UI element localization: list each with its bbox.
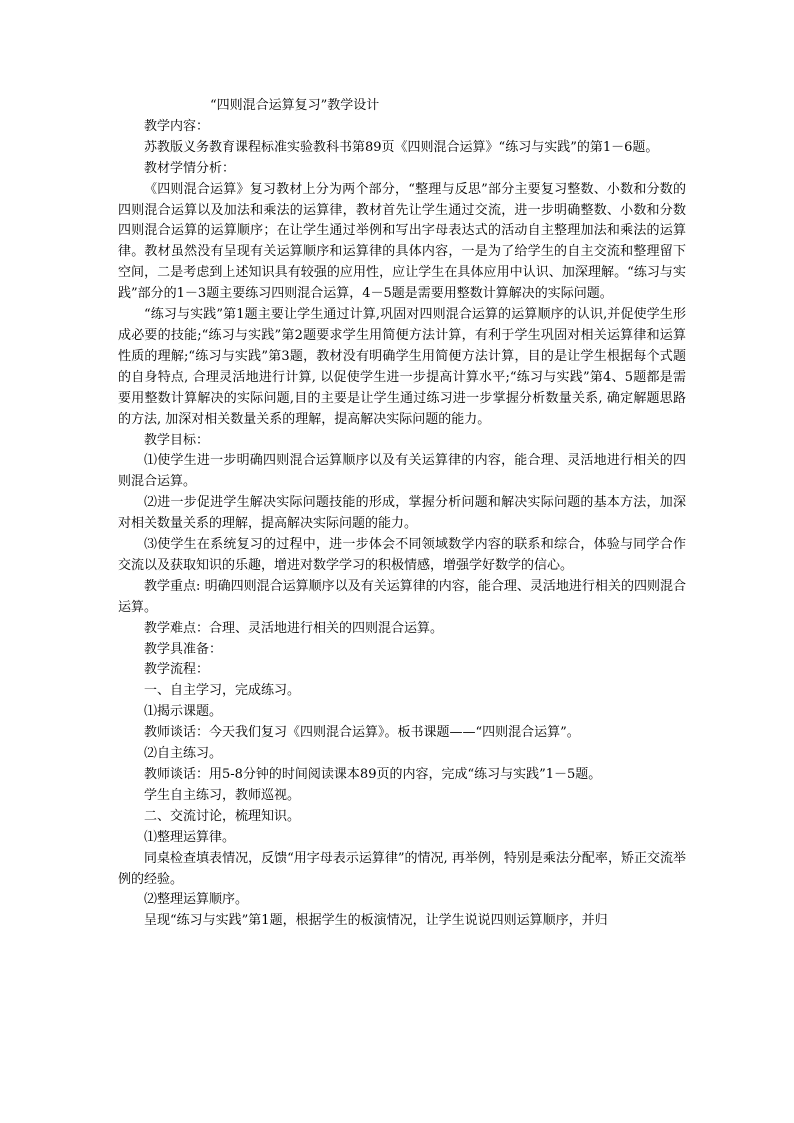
section-heading-content: 教学内容： bbox=[144, 118, 210, 134]
difficulty-paragraph: 教学难点：合理、灵活地进行相关的四则混合运算。 bbox=[144, 620, 444, 636]
step-paragraph: 呈现“练习与实践”第1题，根据学生的板演情况，让学生说说四则运算顺序，并归 bbox=[144, 913, 608, 929]
step-paragraph: 教师谈话：今天我们复习《四则混合运算》。板书课题——“四则混合运算”。 bbox=[144, 725, 580, 741]
step-item: ⑵整理运算顺序。 bbox=[144, 892, 249, 908]
step-paragraph: 学生自主练习，教师巡视。 bbox=[144, 787, 301, 803]
step-item: ⑴揭示课题。 bbox=[144, 704, 223, 720]
content-paragraph: 苏教版义务教育课程标准实验教科书第89页《四则混合运算》“练习与实践”的第1－6题。 bbox=[144, 139, 659, 155]
step-heading-1: 一、自主学习，完成练习。 bbox=[144, 683, 301, 699]
step-item: ⑴整理运算律。 bbox=[144, 829, 236, 845]
key-point-paragraph: 教学重点: 明确四则混合运算顺序以及有关运算律的内容，能合理、灵活地进行相关的四则混合运算。 bbox=[118, 578, 686, 615]
document-page bbox=[118, 96, 686, 932]
step-paragraph: 教师谈话：用5-8分钟的时间阅读课本89页的内容，完成“练习与实践”1－5题。 bbox=[144, 767, 602, 782]
document-title: “四则混合运算复习”教学设计 bbox=[210, 98, 380, 113]
analysis-paragraph-1: 《四则混合运算》复习教材上分为两个部分，“整理与反思”部分主要复习整数、小数和分数的四则混合运算以及加法和乘法的运算律，教材首先让学生通过交流，进一步明确整数、小数和分数四则混合运算的运算顺序；在让学生通过举例和写出字母表达式的活动自主整理加法和乘法的运算律。教材虽然没有呈现有关运算顺序和运算律的具体内容，一是为了给学生的自主交流和整理留下空间，二是考虑到上述知识具有较强的应用性，应让学生在具体应用中认识、加深理解。“练习与实践”部分的1－3题主要练习四则混合运算，4－5题是需要用整数计算解决的实际问题。 bbox=[118, 181, 686, 302]
section-heading-goals: 教学目标： bbox=[144, 432, 210, 448]
process-heading: 教学流程： bbox=[144, 662, 210, 678]
step-paragraph: 同桌检查填表情况，反馈“用字母表示运算律”的情况, 再举例，特别是乘法分配率，矫正交流举例的经验。 bbox=[118, 850, 686, 887]
goal-item-1: ⑴使学生进一步明确四则混合运算顺序以及有关运算律的内容，能合理、灵活地进行相关的四则混合运算。 bbox=[118, 453, 686, 490]
analysis-paragraph-2: “练习与实践”第1题主要让学生通过计算,巩固对四则混合运算的运算顺序的认识,并促使学生形成必要的技能;“练习与实践”第2题要求学生用简便方法计算，有利于学生巩固对相关运算律和运算性质的理解;“练习与实践”第3题，教材没有明确学生用简便方法计算，目的是让学生根据每个式题的自身特点, 合理灵活地进行计算, 以促使学生进一步提高计算水平;“练习与实践”第4、5题都是需要用整数计算解决的实际问题,目的主要是让学生通过练习进一步掌握分析数量关系, 确定解题思路的方法, 加深对相关数量关系的理解，提高解决实际问题的能力。 bbox=[118, 307, 686, 427]
goal-item-3: ⑶使学生在系统复习的过程中，进一步体会不同领域数学内容的联系和综合，体验与同学合作交流以及获取知识的乐趣，增进对数学学习的积极情感，增强学好数学的信心。 bbox=[118, 537, 686, 573]
section-heading-analysis: 教材学情分析： bbox=[144, 160, 236, 176]
goal-item-2: ⑵进一步促进学生解决实际问题技能的形成，掌握分析问题和解决实际问题的基本方法，加深对相关数量关系的理解，提高解决实际问题的能力。 bbox=[118, 495, 686, 532]
step-item: ⑵自主练习。 bbox=[144, 746, 223, 762]
step-heading-2: 二、交流讨论，梳理知识。 bbox=[144, 808, 301, 824]
materials-heading: 教学具准备： bbox=[144, 641, 223, 657]
